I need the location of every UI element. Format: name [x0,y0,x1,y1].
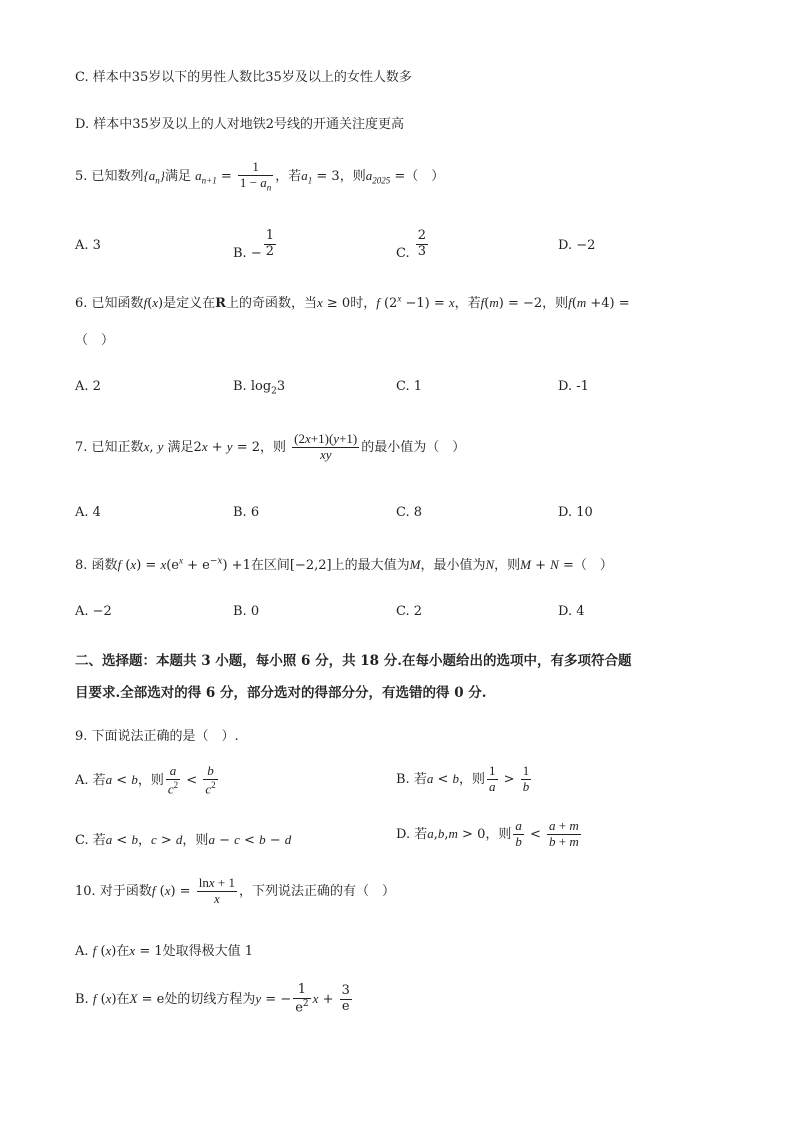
q6-option-d: D. -1 [558,379,589,394]
q9-option-b: B. 若a < b，则 $\frac{1}{a}$ > $\frac{1}{b}$ [396,763,530,794]
section2-heading-line1: 二、选择题：本题共 3 小题，每小照 6 分，共 18 分.在每小题给出的选项中，有多项符合题 [75,653,632,669]
q8-stem: 8. 函数f $(x) = x(e^x + e^{-x}) +1$在区间[−2,2]上的最大值为M，最小值为N，则M + N =（ ） [75,555,613,573]
q7-fraction: $\frac{(2x+1)(y+1)}{xy}$ [294,431,358,462]
q9-option-a: A. 若a < b，则 $\frac{a}{c^2}$ < $\frac{b}{c^2}$ [75,763,216,797]
q8-option-a: A. −2 [75,604,112,619]
q6-option-c: C. 1 [396,379,423,394]
q4-option-c: C. 样本中35岁以下的男性人数比35岁及以上的女性人数多 [75,70,412,85]
q8-option-b: B. 0 [233,604,260,619]
q5-option-b: B. − $\frac{1}{2}$ [233,228,275,261]
q5-option-d: D. −2 [558,238,596,253]
q6-stem: 6. 已知函数f(x)是定义在R上的奇函数，当x ≥ 0时，f $(2^x -1) = x$，若f(m) = −2，则f(m +4) = [75,293,630,311]
q5-option-c: C. $\frac{2}{3}$ [396,228,427,261]
q10-option-a: A. f (x)在x = 1处取得极大值 1 [75,943,254,959]
q10-fraction: $\frac{\ln x + 1}{x}$ [198,875,235,906]
q7-option-c: C. 8 [396,505,423,520]
q7-option-b: B. 6 [233,505,260,520]
q5-option-a: A. 3 [75,238,101,253]
q6-option-a: A. 2 [75,379,101,394]
q8-option-d: D. 4 [558,604,585,619]
q7-option-d: D. 10 [558,505,593,520]
q5-number: 5. [75,168,88,184]
q5-stem: 5. 已知数列$\{a_n\}$满足 $a_{n+1}$ = $\frac{1}{1 - a_n}$ ，若$a_1 = 3$，则$a_{2025}$ =（ ） [75,159,445,193]
q5-fraction: $\frac{1}{1 - a_n}$ [239,159,272,193]
q10-option-b: B. f (x)在X = e处的切线方程为y = − $\frac{1}{e^2}$ x + $\frac{3}{e}$ [75,982,350,1016]
q6-stem-cont: （ ） [75,333,115,348]
q9-stem: 9. 下面说法正确的是（ ）. [75,729,239,744]
q8-option-c: C. 2 [396,604,423,619]
q7-stem: 7. 已知正数x, y 满足2x + y = 2，则 $\frac{(2x+1)(y+1)}{xy}$ 的最小值为（ ） [75,431,466,462]
section2-heading-line2: 目要求.全部选对的得 6 分，部分选对的得部分分，有选错的得 0 分. [75,685,487,701]
q4-option-d: D. 样本中35岁及以上的人对地铁2号线的开通关注度更高 [75,117,405,132]
q10-stem: 10. 对于函数f (x) = $\frac{\ln x + 1}{x}$ ，下列说法正确的有（ ） [75,875,395,906]
q9-option-c: C. 若a < b，c > d，则a − c < b − d [75,832,292,848]
q6-option-b: B. $\log_23$ [233,379,286,397]
q7-option-a: A. 4 [75,505,101,520]
q9-option-d: D. 若a,b,m > 0，则 $\frac{a}{b}$ < $\frac{a + m}{b + m}$ [396,818,579,849]
